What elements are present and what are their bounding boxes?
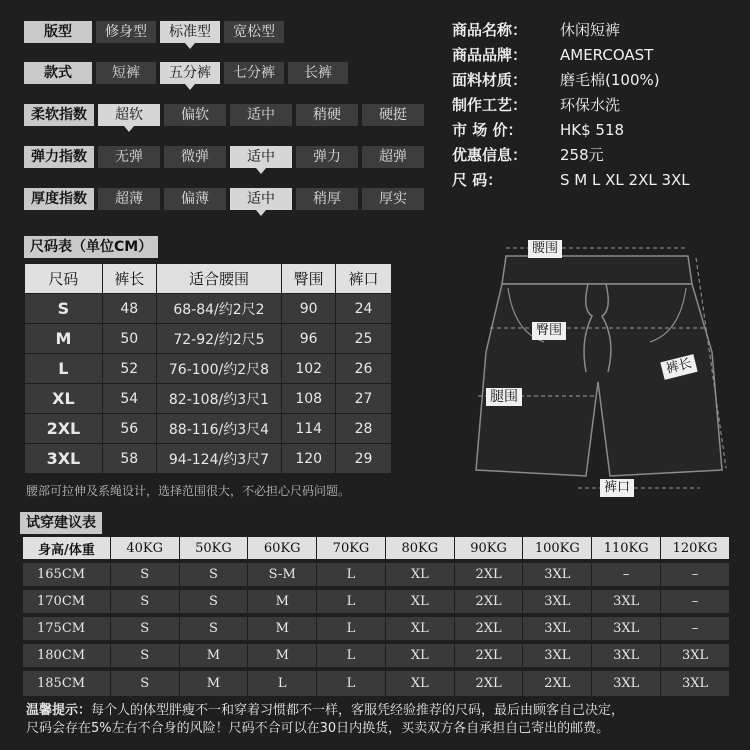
fit-table-cell: S-M — [248, 561, 317, 588]
fit-table-cell: 3XL — [661, 669, 730, 696]
size-table-cell: 68-84/约2尺2 — [156, 294, 282, 324]
product-info-value: HK$ 518 — [560, 121, 625, 139]
size-table-cell: M — [25, 324, 103, 354]
tip-line-1: 每个人的体型胖瘦不一和穿着习惯都不一样，客服凭经验推荐的尺码，最后由顾客自己决定， — [91, 703, 625, 718]
fit-table-header: 120KG — [661, 537, 730, 561]
attribute-option: 超软 — [98, 104, 160, 126]
attribute-option: 微弹 — [164, 146, 226, 168]
size-table-cell: 28 — [336, 414, 392, 444]
product-info-key: 尺 码： — [452, 171, 503, 189]
fit-table-cell: 2XL — [454, 642, 523, 669]
fit-table-cell: 2XL — [523, 669, 592, 696]
size-table-cell: 3XL — [25, 444, 103, 474]
attribute-row — [24, 146, 428, 168]
attribute-label: 款式 — [24, 62, 92, 84]
size-table-cell: 102 — [282, 354, 336, 384]
size-table-cell: 120 — [282, 444, 336, 474]
attribute-option: 厚实 — [362, 188, 424, 210]
waistband-outline — [502, 256, 692, 284]
fit-table-cell: 3XL — [523, 588, 592, 615]
fit-table-cell: S — [179, 588, 248, 615]
product-info-key: 制作工艺： — [452, 96, 528, 114]
attribute-option: 短裤 — [96, 62, 156, 84]
product-info-value: S M L XL 2XL 3XL — [560, 171, 690, 189]
fit-table-cell: – — [661, 588, 730, 615]
fit-table-cell: M — [179, 642, 248, 669]
attribute-option: 偏软 — [164, 104, 226, 126]
product-info-value: 磨毛棉(100%) — [560, 71, 660, 89]
fit-table-cell: L — [317, 588, 386, 615]
product-info-value: 环保水洗 — [560, 96, 621, 114]
fit-table-cell: 3XL — [523, 642, 592, 669]
fit-table-cell: 175CM — [23, 615, 111, 642]
fit-table-cell: 3XL — [592, 642, 661, 669]
fit-table-header: 100KG — [523, 537, 592, 561]
fit-table-cell: XL — [385, 588, 454, 615]
fit-table-title: 试穿建议表 — [20, 512, 102, 534]
fit-table-cell: XL — [385, 615, 454, 642]
fit-table-cell: L — [317, 669, 386, 696]
attribute-option: 适中 — [230, 146, 292, 168]
product-info-value: 258元 — [560, 146, 604, 164]
product-info-key: 市 场 价： — [452, 121, 523, 139]
size-table-cell: 52 — [102, 354, 156, 384]
diagram-label-thigh: 腿围 — [486, 388, 522, 406]
size-table-cell: 24 — [336, 294, 392, 324]
fit-table-cell: 165CM — [23, 561, 111, 588]
attribute-option: 稍厚 — [296, 188, 358, 210]
shorts-outline — [476, 284, 722, 476]
size-table-row — [25, 354, 392, 384]
fit-table-cell: 3XL — [592, 615, 661, 642]
fit-table-row — [23, 642, 730, 669]
size-table-cell: 48 — [102, 294, 156, 324]
fit-table-header: 60KG — [248, 537, 317, 561]
fit-table-cell: S — [179, 561, 248, 588]
fit-table-cell: 2XL — [454, 615, 523, 642]
attribute-label: 厚度指数 — [24, 188, 94, 210]
fit-table-cell: 185CM — [23, 669, 111, 696]
fit-table-cell: 180CM — [23, 642, 111, 669]
size-table-cell: 25 — [336, 324, 392, 354]
size-table-row — [25, 294, 392, 324]
size-table-cell: 29 — [336, 444, 392, 474]
size-table-cell: 2XL — [25, 414, 103, 444]
fit-table-cell: XL — [385, 669, 454, 696]
attribute-label: 弹力指数 — [24, 146, 94, 168]
attribute-option: 七分裤 — [224, 62, 284, 84]
size-table-title: 尺码表（单位CM） — [24, 236, 158, 258]
attribute-row — [24, 21, 288, 43]
fit-table-cell: M — [248, 642, 317, 669]
size-table-cell: 114 — [282, 414, 336, 444]
fit-table-cell: S — [110, 615, 179, 642]
attribute-option: 长裤 — [288, 62, 348, 84]
attribute-label: 版型 — [24, 21, 92, 43]
fit-table-row — [23, 561, 730, 588]
tip-text — [26, 702, 736, 738]
fit-table-cell: XL — [385, 561, 454, 588]
fit-table-cell: M — [179, 669, 248, 696]
fit-table-row — [23, 615, 730, 642]
size-table-row — [25, 444, 392, 474]
attribute-option: 超弹 — [362, 146, 424, 168]
attribute-option: 硬挺 — [362, 104, 424, 126]
fit-table-cell: 3XL — [592, 669, 661, 696]
fit-table-cell: 2XL — [454, 561, 523, 588]
size-table-header: 裤口 — [336, 264, 392, 294]
size-table-row — [25, 384, 392, 414]
fit-table-cell: S — [110, 642, 179, 669]
size-table-cell: 50 — [102, 324, 156, 354]
size-table-cell: XL — [25, 384, 103, 414]
fit-table-header: 110KG — [592, 537, 661, 561]
fit-table-cell: L — [248, 669, 317, 696]
attribute-option: 宽松型 — [224, 21, 284, 43]
fit-table-cell: – — [661, 561, 730, 588]
fit-table-cell: S — [110, 669, 179, 696]
size-table-header: 裤长 — [102, 264, 156, 294]
fit-table-cell: XL — [385, 642, 454, 669]
fit-table-header: 50KG — [179, 537, 248, 561]
fit-table-header: 40KG — [110, 537, 179, 561]
attribute-option: 稍硬 — [296, 104, 358, 126]
fit-table-cell: 3XL — [523, 561, 592, 588]
fit-table-header: 90KG — [454, 537, 523, 561]
attribute-option: 弹力 — [296, 146, 358, 168]
product-info-value: AMERCOAST — [560, 46, 654, 64]
size-table-cell: 76-100/约2尺8 — [156, 354, 282, 384]
fit-table-cell: 3XL — [523, 615, 592, 642]
fit-table-header: 身高/体重 — [23, 537, 111, 561]
size-table-cell: 72-92/约2尺5 — [156, 324, 282, 354]
size-table-header: 尺码 — [25, 264, 103, 294]
size-table-cell: L — [25, 354, 103, 384]
diagram-label-length: 裤长 — [660, 354, 697, 380]
fit-table-cell: M — [248, 615, 317, 642]
size-table-cell: 90 — [282, 294, 336, 324]
fit-table-row — [23, 669, 730, 696]
attribute-row — [24, 188, 428, 210]
fit-table-cell: 2XL — [454, 669, 523, 696]
attribute-option: 超薄 — [98, 188, 160, 210]
size-table-cell: S — [25, 294, 103, 324]
diagram-label-hip: 臀围 — [532, 322, 566, 340]
product-info-key: 面料材质： — [452, 71, 528, 89]
size-table-row — [25, 324, 392, 354]
size-table-row — [25, 414, 392, 444]
product-info-key: 商品名称： — [452, 21, 528, 39]
size-table-cell: 108 — [282, 384, 336, 414]
fit-table-cell: – — [661, 615, 730, 642]
size-table-cell: 88-116/约3尺4 — [156, 414, 282, 444]
attribute-option: 标准型 — [160, 21, 220, 43]
fit-table-cell: 2XL — [454, 588, 523, 615]
attribute-option: 五分裤 — [160, 62, 220, 84]
size-table-cell: 27 — [336, 384, 392, 414]
fit-table-cell: – — [592, 561, 661, 588]
attribute-option: 修身型 — [96, 21, 156, 43]
size-table-cell: 96 — [282, 324, 336, 354]
size-table — [24, 263, 392, 474]
product-info-key: 商品品牌： — [452, 46, 528, 64]
tip-label: 温馨提示： — [26, 703, 92, 718]
size-table-cell: 26 — [336, 354, 392, 384]
attribute-option: 偏薄 — [164, 188, 226, 210]
fit-table-cell: 3XL — [661, 642, 730, 669]
fit-table-header: 70KG — [317, 537, 386, 561]
size-table-cell: 94-124/约3尺7 — [156, 444, 282, 474]
attribute-row — [24, 62, 352, 84]
fit-table-cell: M — [248, 588, 317, 615]
diagram-label-hem: 裤口 — [600, 479, 634, 497]
size-table-cell: 58 — [102, 444, 156, 474]
fit-table-cell: S — [110, 561, 179, 588]
product-info-key: 优惠信息： — [452, 146, 528, 164]
diagram-label-waist: 腰围 — [528, 240, 562, 258]
size-table-header: 适合腰围 — [156, 264, 282, 294]
fit-table-cell: L — [317, 615, 386, 642]
size-table-cell: 56 — [102, 414, 156, 444]
fit-table — [22, 537, 730, 696]
attribute-option: 适中 — [230, 104, 292, 126]
fit-table-cell: S — [110, 588, 179, 615]
tip-line-2: 尺码会存在5%左右不合身的风险！尺码不合可以在30日内换货，买卖双方各自承担自己寄出的邮费。 — [26, 721, 610, 736]
attribute-row — [24, 104, 428, 126]
fit-table-row — [23, 588, 730, 615]
attribute-label: 柔软指数 — [24, 104, 94, 126]
fit-table-cell: 170CM — [23, 588, 111, 615]
size-note: 腰部可拉伸及系绳设计，选择范围很大，不必担心尺码问题。 — [26, 484, 351, 498]
fit-table-cell: S — [179, 615, 248, 642]
size-table-cell: 54 — [102, 384, 156, 414]
fit-table-header: 80KG — [385, 537, 454, 561]
product-info-value: 休闲短裤 — [560, 21, 621, 39]
attribute-option: 适中 — [230, 188, 292, 210]
fit-table-cell: L — [317, 642, 386, 669]
size-table-header: 臀围 — [282, 264, 336, 294]
fit-table-cell: L — [317, 561, 386, 588]
attribute-option: 无弹 — [98, 146, 160, 168]
fit-table-cell: 3XL — [592, 588, 661, 615]
size-table-cell: 82-108/约3尺1 — [156, 384, 282, 414]
